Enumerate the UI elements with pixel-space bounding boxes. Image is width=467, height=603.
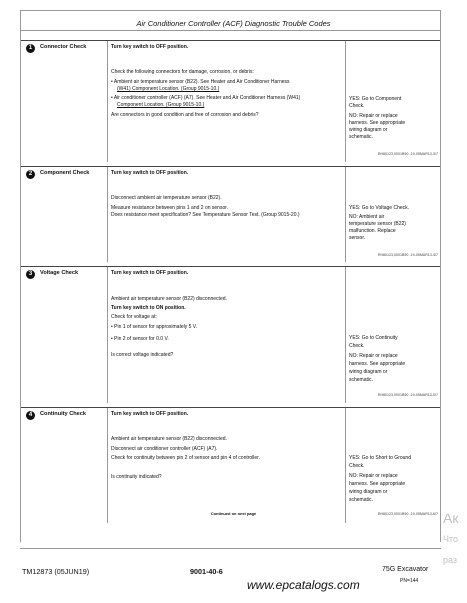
result-line: harness. See appropriate [349, 120, 406, 126]
result-line: YES: Go to Voltage Check. [349, 205, 410, 211]
step-continuity-check [21, 407, 440, 523]
procedure-link[interactable]: Component Location. (Group 9015-10.) [117, 102, 205, 108]
result-line: schematic. [349, 134, 373, 140]
step-instruction: Turn key switch to OFF position. [111, 170, 189, 176]
result-line: harness. See appropriate [349, 481, 406, 487]
result-line: NO: Repair or replace [349, 353, 398, 359]
step-result [345, 167, 441, 262]
title-rule [20, 30, 441, 31]
procedure-line: Ambient air temperature sensor (B22) disconnected. [111, 296, 227, 302]
result-line: temperature sensor (B22) [349, 221, 406, 227]
result-line: Check. [349, 343, 365, 349]
procedure-line: Turn key switch to ON position. [111, 305, 186, 311]
procedure-line: • Ambient air temperature sensor (B22). See Heater and Air Conditioner Harness [111, 79, 290, 85]
step-number-badge: 4 [26, 411, 35, 420]
step-name: Voltage Check [40, 270, 79, 276]
result-line: NO: Repair or replace [349, 113, 398, 119]
step-number-badge: 3 [26, 270, 35, 279]
reference-code: RH80123,0001B90 -19-05MAR13-4/7 [377, 253, 438, 257]
step-instruction: Turn key switch to OFF position. [111, 411, 189, 417]
reference-code: RH80123,0001B90 -19-05MAR13-5/7 [377, 393, 438, 397]
result-line: wiring diagram or [349, 489, 388, 495]
reference-code: RH80123,0001B90 -19-05MAR13-3/7 [377, 152, 438, 156]
website-watermark[interactable]: www.epcatalogs.com [247, 578, 360, 592]
step-procedure [107, 267, 346, 403]
page-top-rule [20, 10, 441, 11]
procedure-question: Is continuity indicated? [111, 474, 162, 480]
step-name: Connector Check [40, 44, 87, 50]
result-line: YES: Go to Continuity [349, 335, 398, 341]
result-line: Check. [349, 463, 365, 469]
result-line: malfunction. Replace [349, 228, 396, 234]
step-number-badge: 1 [26, 44, 35, 53]
model-name: 75G Excavator [382, 566, 429, 573]
result-line: wiring diagram or [349, 127, 388, 133]
procedure-question: Are connectors in good condition and free of corrosion and debris? [111, 112, 259, 118]
step-procedure [107, 167, 346, 262]
step-instruction: Turn key switch to OFF position. [111, 270, 189, 276]
overlay-watermark-text: Что [443, 534, 459, 544]
step-result [345, 267, 441, 403]
result-line: sensor. [349, 235, 366, 241]
overlay-watermark-text: раз [443, 555, 458, 565]
procedure-line: • Pin 2 of sensor for 0.0 V. [111, 336, 169, 342]
procedure-line: Measure resistance between pins 1 and 2 on sensor. [111, 205, 229, 211]
procedure-line: Check for voltage at: [111, 314, 157, 320]
step-result [345, 41, 441, 162]
procedure-line: Disconnect air conditioner controller (ACF) (A7). [111, 446, 218, 452]
step-procedure [107, 41, 346, 162]
step-component-check [21, 166, 440, 262]
result-line: YES: Go to Short to Ground [349, 455, 411, 461]
procedure-line: • Pin 1 of sensor for approximately 5 V. [111, 324, 198, 330]
procedure-question: Is correct voltage indicated? [111, 352, 174, 358]
step-number-badge: 2 [26, 170, 35, 179]
procedure-line: Ambient air temperature sensor (B22) disconnected. [111, 436, 227, 442]
result-line: YES: Go to Component [349, 96, 402, 102]
step-name: Component Check [40, 170, 90, 176]
page-title: Air Conditioner Controller (ACF) Diagnostic Trouble Codes [136, 19, 331, 28]
result-line: Check. [349, 103, 365, 109]
doc-id: TM12873 (05JUN19) [22, 567, 90, 576]
step-name: Continuity Check [40, 411, 86, 417]
footer-rule [20, 548, 441, 549]
procedure-line: • Air conditioner controller (ACF) (A7). See Heater and Air Conditioner Harness (W41) [111, 95, 301, 101]
continued-note: Continued on next page [210, 511, 257, 516]
procedure-link[interactable]: (W41) Component Location. (Group 9015-10.) [117, 86, 220, 92]
step-procedure [107, 408, 346, 523]
procedure-question: Does resistance meet specification? See Temperature Sensor Test. (Group 9015-20.) [111, 212, 300, 218]
result-line: NO: Repair or replace [349, 473, 398, 479]
reference-code: RH80123,0001B90 -19-05MAR13-6/7 [377, 512, 438, 516]
result-line: wiring diagram or [349, 369, 388, 375]
page-sub-number: PN=144 [400, 578, 419, 584]
step-instruction: Turn key switch to OFF position. [111, 44, 189, 50]
overlay-watermark-text: Ак [443, 510, 459, 526]
result-line: harness. See appropriate [349, 361, 406, 367]
step-voltage-check [21, 266, 440, 403]
procedure-line: Check for continuity between pin 2 of sensor and pin 4 of controller. [111, 455, 260, 461]
result-line: NO: Ambient air [349, 214, 385, 220]
procedure-line: Disconnect ambient air temperature sensor (B22). [111, 195, 222, 201]
result-line: schematic. [349, 377, 373, 383]
result-line: schematic. [349, 497, 373, 503]
procedure-line: Check the following connectors for damage, corrosion, or debris: [111, 69, 254, 75]
page-number: 9001-40-6 [190, 567, 223, 576]
step-connector-check [21, 40, 440, 162]
step-result [345, 408, 441, 523]
